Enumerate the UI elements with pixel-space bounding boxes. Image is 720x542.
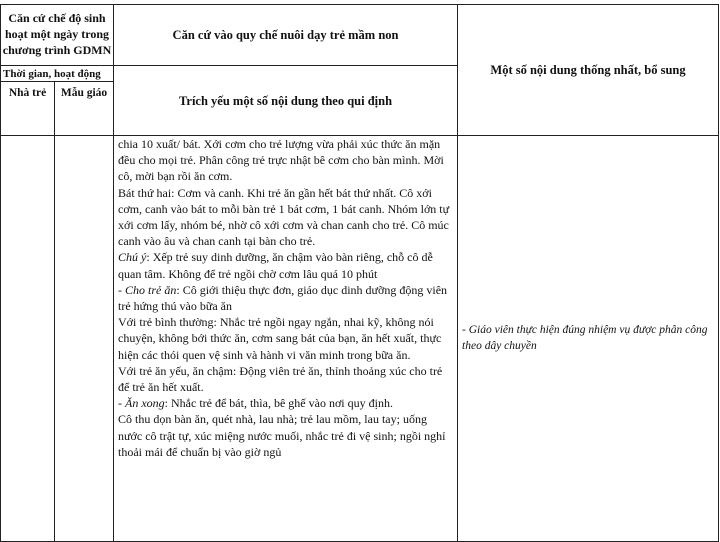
header-additional-content: Một số nội dung thống nhất, bổ sung — [458, 5, 719, 136]
paragraph-text: chia 10 xuất/ bát. Xới cơm cho trẻ lượng vừa phải xúc thức ăn mặn đều cho mọi trẻ. Phân công trẻ trực nhật bê cơm cho bàn mình. Mời cô, mời bạn rồi ăn cơm. — [118, 137, 444, 184]
header-schedule-basis: Căn cứ chế độ sinh hoạt một ngày trong chương trình GDMN — [1, 5, 114, 66]
additional-text-cell — [458, 136, 719, 542]
paragraph-label: Ăn xong — [125, 396, 165, 411]
paragraph-text: : Nhắc trẻ để bát, thìa, bê ghế vào nơi quy định. — [164, 396, 393, 411]
header-regulation-excerpt: Trích yếu một số nội dung theo qui định — [114, 66, 458, 136]
paragraph-text: Cô thu dọn bàn ăn, quét nhà, lau nhà; trẻ lau mồm, lau tay; uống nước cô trật tự, xúc miệng nước muối, nhắc trẻ đi vệ sinh; ngồi nghỉ thoải mái để chuẩn bị vào giờ ngủ — [118, 412, 446, 459]
regulation-paragraph — [118, 282, 453, 314]
nursery-cell — [1, 136, 55, 542]
regulation-paragraph — [118, 136, 453, 185]
paragraph-text: : Cô giới thiệu thực đơn, giáo dục dinh dưỡng động viên trẻ hứng thú vào bữa ăn — [118, 282, 448, 314]
paragraph-text: Bát thứ hai: Cơm và canh. Khi trẻ ăn gần hết bát thứ nhất. Cô xới cơm, canh vào bát to mỗi bàn trẻ 1 bát cơm, 1 bát canh. Nhóm lớn tự xới cơm lấy, nhóm bé, nhờ cô xới cơm và chan canh cho trẻ. Cô múc canh vào âu và chan canh tại bàn cho trẻ. — [118, 185, 450, 249]
header-regulation-basis: Căn cứ vào quy chế nuôi dạy trẻ mầm non — [114, 5, 458, 66]
header-time-activity: Thời gian, hoạt động — [1, 66, 114, 82]
bullet-prefix: - — [118, 396, 126, 411]
regulation-table — [0, 4, 719, 542]
kindergarten-cell — [55, 136, 114, 542]
paragraph-text: : Xếp trẻ suy dinh dưỡng, ăn chậm vào bàn riêng, chỗ cô dễ quan tâm. Không để trẻ ngồi chờ cơm lâu quá 10 phút — [118, 250, 433, 281]
regulation-paragraph — [118, 395, 453, 411]
regulation-paragraph — [118, 411, 453, 460]
regulation-text — [114, 136, 457, 541]
paragraph-label: Cho trẻ ăn — [125, 282, 177, 297]
bullet-prefix: - — [118, 282, 126, 297]
header-kindergarten: Mẫu giáo — [55, 82, 114, 136]
additional-text: - Giáo viên thực hiện đúng nhiệm vụ được phân công theo dây chuyền — [462, 324, 708, 352]
regulation-paragraph — [118, 249, 453, 281]
regulation-text-cell — [114, 136, 458, 542]
regulation-paragraph — [118, 314, 453, 363]
regulation-paragraph — [118, 363, 453, 395]
paragraph-text: Với trẻ bình thường: Nhắc trẻ ngồi ngay ngắn, nhai kỹ, không nói chuyện, không bới thức ăn, cơm sang bát của bạn, ăn hết xuất, thực hiện các thói quen vệ sinh và hành vi văn minh trong bữa ăn. — [118, 315, 442, 362]
header-nursery: Nhà trẻ — [1, 82, 55, 136]
regulation-paragraph — [118, 185, 453, 250]
paragraph-text: Với trẻ ăn yếu, ăn chậm: Động viên trẻ ăn, thỉnh thoảng xúc cho trẻ để trẻ ăn hết xuất. — [118, 363, 443, 395]
paragraph-label: Chú ý — [118, 250, 147, 265]
